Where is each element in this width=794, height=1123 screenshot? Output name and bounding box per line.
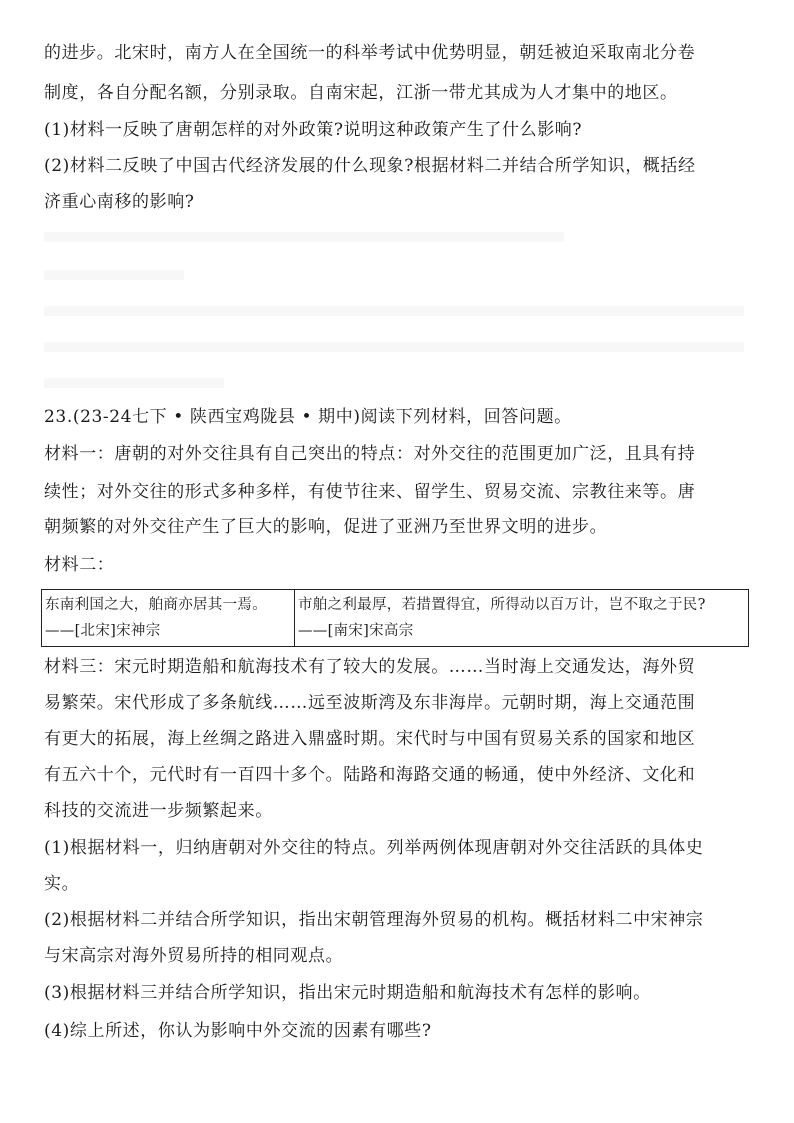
subquestion-4: (4)综上所述，你认为影响中外交流的因素有哪些? [44, 1021, 432, 1041]
paragraph-line: 制度，各自分配名额，分别录取。自南宋起，江浙一带尤其成为人才集中的地区。 [44, 83, 678, 103]
subquestion-3: (3)根据材料三并结合所学知识，指出宋元时期造船和航海技术有怎样的影响。 [44, 983, 651, 1003]
subquestion-2-continued: 济重心南移的影响? [44, 192, 195, 212]
paragraph-line: 的进步。北宋时，南方人在全国统一的科举考试中优势明显，朝廷被迫采取南北分卷 [44, 43, 696, 63]
quote-source: ——[北宋]宋神宗 [45, 623, 161, 639]
quote-text: 东南利国之大，舶商亦居其一焉。 [45, 597, 267, 613]
material-3-line: 有更大的拓展，海上丝绸之路进入鼎盛时期。宋代时与中国有贸易关系的国家和地区 [44, 729, 696, 749]
faint-answer-area [44, 378, 224, 388]
faint-answer-area [44, 270, 184, 280]
material-3-line: 有五六十个，元代时有一百四十多个。陆路和海路交通的畅通，使中外经济、文化和 [44, 765, 696, 785]
faint-answer-area [44, 306, 744, 316]
subquestion-1-continued: 实。 [44, 874, 80, 894]
subquestion-1: (1)根据材料一，归纳唐朝对外交往的特点。列举两例体现唐朝对外交往活跃的具体史 [44, 838, 704, 858]
question-header: 23.(23-24七下 • 陕西宝鸡陇县 • 期中)阅读下列材料，回答问题。 [44, 407, 572, 427]
quote-source: ——[南宋]宋高宗 [298, 623, 414, 639]
faint-answer-area [44, 232, 564, 242]
subquestion-2-continued: 与宋高宗对海外贸易所持的相同观点。 [44, 946, 344, 966]
material-2-label: 材料二： [44, 555, 115, 575]
faint-answer-area [44, 342, 744, 352]
material-2-table [41, 589, 749, 647]
subquestion-1: (1)材料一反映了唐朝怎样的对外政策?说明这种政策产生了什么影响? [44, 120, 583, 140]
subquestion-2: (2)根据材料二并结合所学知识，指出宋朝管理海外贸易的机构。概括材料二中宋神宗 [44, 910, 704, 930]
material-1-line: 续性；对外交往的形式多种多样，有使节往来、留学生、贸易交流、宗教往来等。唐 [44, 482, 696, 502]
subquestion-2: (2)材料二反映了中国古代经济发展的什么现象?根据材料二并结合所学知识，概括经 [44, 156, 696, 176]
quote-text: 市舶之利最厚，若措置得宜，所得动以百万计，岂不取之于民? [298, 597, 706, 613]
material-3-line: 材料三：宋元时期造船和航海技术有了较大的发展。……当时海上交通发达，海外贸 [44, 657, 696, 677]
table-cell-south-song [295, 590, 749, 647]
table-row [42, 590, 749, 647]
material-3-line: 易繁荣。宋代形成了多条航线……远至波斯湾及东非海岸。元朝时期，海上交通范围 [44, 693, 696, 713]
table-cell-north-song [42, 590, 295, 647]
material-3-line: 科技的交流进一步频繁起来。 [44, 801, 273, 821]
material-1-line: 材料一：唐朝的对外交往具有自己突出的特点：对外交往的范围更加广泛，且具有持 [44, 444, 696, 464]
material-1-line: 朝频繁的对外交往产生了巨大的影响，促进了亚洲乃至世界文明的进步。 [44, 517, 608, 537]
